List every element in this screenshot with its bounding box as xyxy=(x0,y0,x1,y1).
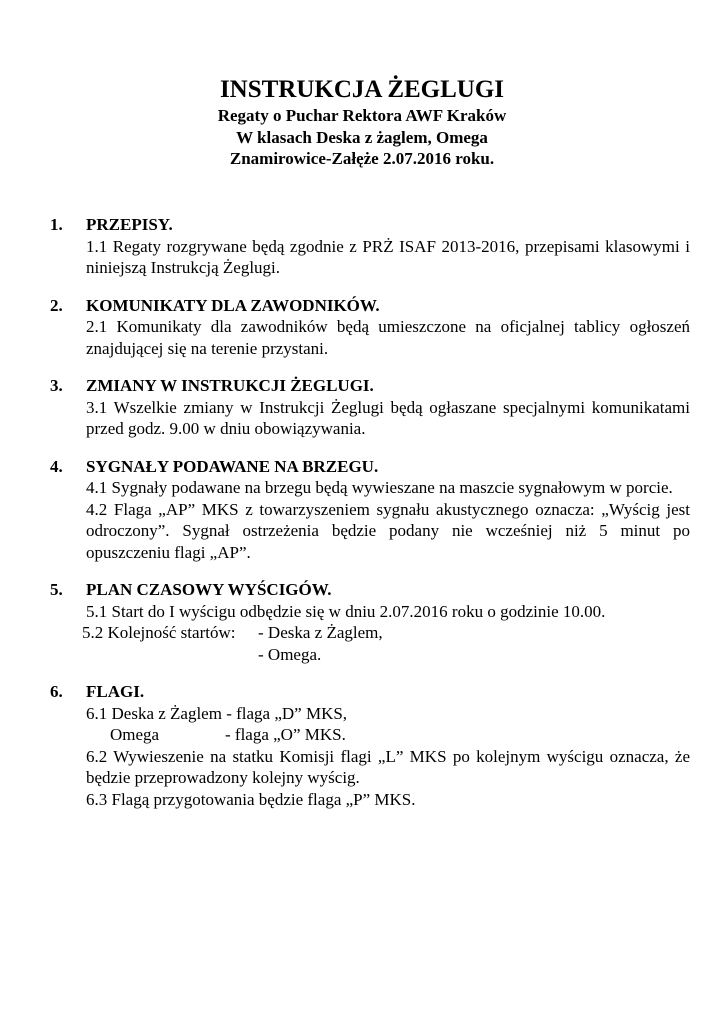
start-order-item-2: - Omega. xyxy=(258,644,322,664)
section-plan xyxy=(50,579,690,665)
flag-omega-row xyxy=(110,724,690,746)
sections-list xyxy=(50,214,690,826)
section-przepisy xyxy=(50,214,690,279)
section-title: FLAGI. xyxy=(86,682,145,701)
flag-omega-label: Omega xyxy=(110,725,160,744)
section-title: PRZEPISY. xyxy=(86,215,173,234)
section-number: 2. xyxy=(50,295,63,315)
start-order-row-2 xyxy=(258,644,690,666)
paragraph-4-1: 4.1 Sygnały podawane na brzegu będą wywieszane na maszcie sygnałowym w porcie. xyxy=(86,478,673,497)
section-heading xyxy=(50,375,690,397)
section-zmiany xyxy=(50,375,690,440)
paragraph-5-1: 5.1 Start do I wyścigu odbędzie się w dniu 2.07.2016 roku o godzinie 10.00. xyxy=(86,601,606,621)
paragraph-1-1: 1.1 Regaty rozgrywane będą zgodnie z PRŻ ISAF 2013-2016, przepisami klasowymi i niniejszą Instrukcją Żeglugi. xyxy=(86,236,690,277)
section-heading xyxy=(50,579,690,601)
paragraph-6-2: 6.2 Wywieszenie na statku Komisji flagi „L” MKS po kolejnym wyścigu oznacza, że będzie przeprowadzony kolejny wyścig. xyxy=(86,746,690,787)
regatta-place-date: Znamirowice-Załęże 2.07.2016 roku. xyxy=(229,149,495,168)
section-title: KOMUNIKATY DLA ZAWODNIKÓW. xyxy=(86,295,380,315)
start-order-item-1: - Deska z Żaglem, xyxy=(258,623,383,642)
section-sygnaly xyxy=(50,456,690,564)
document-header xyxy=(0,75,724,170)
regatta-name: Regaty o Puchar Rektora AWF Kraków xyxy=(217,106,507,125)
section-title: SYGNAŁY PODAWANE NA BRZEGU. xyxy=(86,456,379,476)
section-flagi xyxy=(50,681,690,810)
paragraph-6-3: 6.3 Flagą przygotowania będzie flaga „P” MKS. xyxy=(86,789,416,809)
paragraph-2-1: 2.1 Komunikaty dla zawodników będą umieszczone na oficjalnej tablicy ogłoszeń znajdującej się na terenie przystani. xyxy=(86,317,690,358)
section-title: ZMIANY W INSTRUKCJI ŻEGLUGI. xyxy=(86,376,374,395)
paragraph-3-1: 3.1 Wszelkie zmiany w Instrukcji Żeglugi będą ogłaszane specjalnymi komunikatami przed godz. 9.00 w dniu obowiązywania. xyxy=(86,397,690,438)
section-number: 4. xyxy=(50,456,63,476)
paragraph-6-1: 6.1 Deska z Żaglem - flaga „D” MKS, xyxy=(86,703,348,723)
start-order-label: 5.2 Kolejność startów: xyxy=(82,623,236,642)
regatta-classes: W klasach Deska z żaglem, Omega xyxy=(236,127,488,147)
section-title: PLAN CZASOWY WYŚCIGÓW. xyxy=(86,580,332,599)
flag-omega-value: - flaga „O” MKS. xyxy=(225,725,346,744)
section-number: 3. xyxy=(50,376,63,395)
section-number: 1. xyxy=(50,215,63,234)
section-heading xyxy=(50,214,690,236)
section-heading xyxy=(50,681,690,703)
section-heading xyxy=(50,456,690,478)
paragraph-5-2 xyxy=(82,622,690,644)
document-title: INSTRUKCJA ŻEGLUGI xyxy=(219,76,505,103)
section-number: 5. xyxy=(50,580,63,599)
section-number: 6. xyxy=(50,682,63,701)
section-heading xyxy=(50,295,690,317)
section-komunikaty xyxy=(50,295,690,360)
paragraph-4-2: 4.2 Flaga „AP” MKS z towarzyszeniem sygnału akustycznego oznacza: „Wyścig jest odroczony”. Sygnał ostrzeżenia będzie podany nie wcześniej niż 5 minut po opuszczeniu flagi „AP”. xyxy=(86,499,690,562)
